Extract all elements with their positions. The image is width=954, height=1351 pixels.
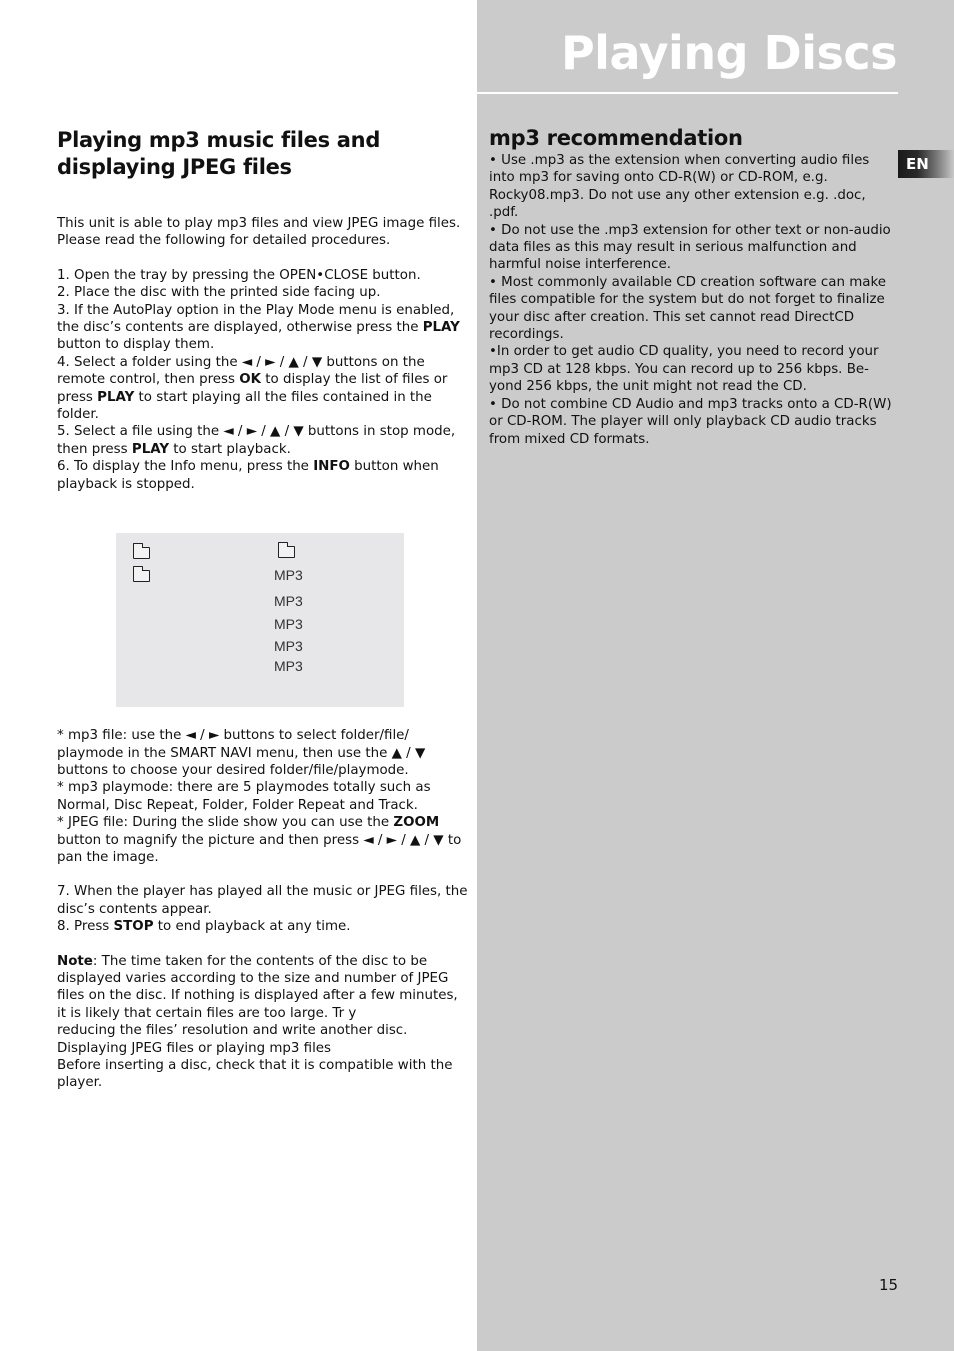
- info-key: INFO: [313, 459, 350, 475]
- section-heading: Playing mp3 music files and displaying JPEG files: [57, 128, 381, 179]
- recommendation-heading: mp3 recommendation: [489, 126, 743, 150]
- play-key: PLAY: [131, 441, 170, 457]
- step-3: 3. If the AutoPlay option in the Play Mode menu is enabled, the disc’s contents are displayed, otherwise press the PLAY button to display them.: [57, 302, 460, 353]
- note-label: Note: [57, 953, 93, 969]
- step-2: 2. Place the disc with the printed side facing up.: [57, 285, 381, 301]
- page-number: 15: [879, 1276, 899, 1294]
- left-column: [57, 127, 470, 1092]
- note-paragraph: Note: The time taken for the contents of the disc to be displayed varies according to the size and number of JPEG files on the disc. If nothing is displayed after a few minutes, it is likely that certain files are too large. Tr y: [57, 953, 458, 1021]
- note-line: reducing the files’ resolution and write another disc.: [57, 1023, 408, 1039]
- mp3-file-label: MP3: [274, 638, 303, 655]
- file-browser-screen: [116, 533, 404, 707]
- step-7: 7. When the player has played all the music or JPEG files, the disc’s contents appear.: [57, 884, 468, 917]
- recommendation-bullet: • Do not combine CD Audio and mp3 tracks onto a CD-R(W) or CD-ROM. The player will only playback CD audio tracks from mixed CD formats.: [489, 396, 892, 447]
- note-line: Before inserting a disc, check that it is compatible with the player.: [57, 1058, 453, 1091]
- step-5: 5. Select a file using the ◄ / ► / ▲ / ▼ buttons in stop mode, then press PLAY to start playback.: [57, 424, 456, 457]
- step-4: 4. Select a folder using the ◄ / ► / ▲ / ▼ buttons on the remote control, then press OK to display the list of files or press PLAY to start playing all the files contained in the folder.: [57, 354, 448, 423]
- zoom-key: ZOOM: [393, 815, 440, 831]
- note-jpeg-file: * JPEG file: During the slide show you can use the ZOOM button to magnify the picture and then press ◄ / ► / ▲ / ▼ to pan the image.: [57, 815, 462, 865]
- mp3-file-label: MP3: [274, 593, 303, 610]
- note-mp3-file: * mp3 file: use the ◄ / ► buttons to select folder/file/ playmode in the SMART NAVI menu, then use the ▲ / ▼ buttons to choose your desired folder/file/playmode.: [57, 728, 426, 778]
- ok-key: OK: [239, 372, 262, 388]
- step-1: 1. Open the tray by pressing the OPEN•CLOSE button.: [57, 267, 421, 283]
- recommendation-bullet: • Most commonly available CD creation software can make files compatible for the system but do not forget to finalize your disc after creation. This set cannot read DirectCD recordings.: [489, 274, 886, 343]
- note-mp3-playmode: * mp3 playmode: there are 5 playmodes totally such as Normal, Disc Repeat, Folder, Folder Repeat and Track.: [57, 780, 431, 813]
- note-line: Displaying JPEG files or playing mp3 files: [57, 1040, 332, 1056]
- stop-key: STOP: [113, 919, 154, 935]
- intro-paragraph: This unit is able to play mp3 files and view JPEG image files. Please read the following for detailed procedures.: [57, 216, 461, 249]
- play-key: PLAY: [97, 389, 135, 405]
- language-tab: EN: [898, 150, 954, 178]
- step-6: 6. To display the Info menu, press the INFO button when playback is stopped.: [57, 459, 439, 492]
- title-rule: [477, 92, 898, 94]
- mp3-file-label: MP3: [274, 658, 303, 675]
- recommendation-bullet: • Use .mp3 as the extension when converting audio files into mp3 for saving onto CD-R(W) or CD-ROM, e.g. Rocky08.mp3. Do not use any other extension e.g. .doc, .pdf.: [489, 153, 870, 221]
- mp3-file-label: MP3: [274, 616, 303, 633]
- step-8: 8. Press STOP to end playback at any time.: [57, 919, 351, 935]
- folder-icon: [133, 570, 150, 582]
- folder-icon: [278, 546, 295, 558]
- play-key: PLAY: [422, 320, 460, 336]
- page-title: Playing Discs: [560, 26, 897, 80]
- folder-icon: [133, 547, 150, 559]
- mp3-file-label: MP3: [274, 567, 303, 584]
- right-column: [489, 126, 899, 448]
- recommendation-bullet: •In order to get audio CD quality, you need to record your mp3 CD at 128 kbps. You can record up to 256 kbps. Be- yond 256 kbps, the unit might not read the CD.: [489, 344, 879, 395]
- recommendation-bullet: • Do not use the .mp3 extension for other text or non-audio data files as this may result in serious malfunction and harmful noise interference.: [489, 222, 891, 273]
